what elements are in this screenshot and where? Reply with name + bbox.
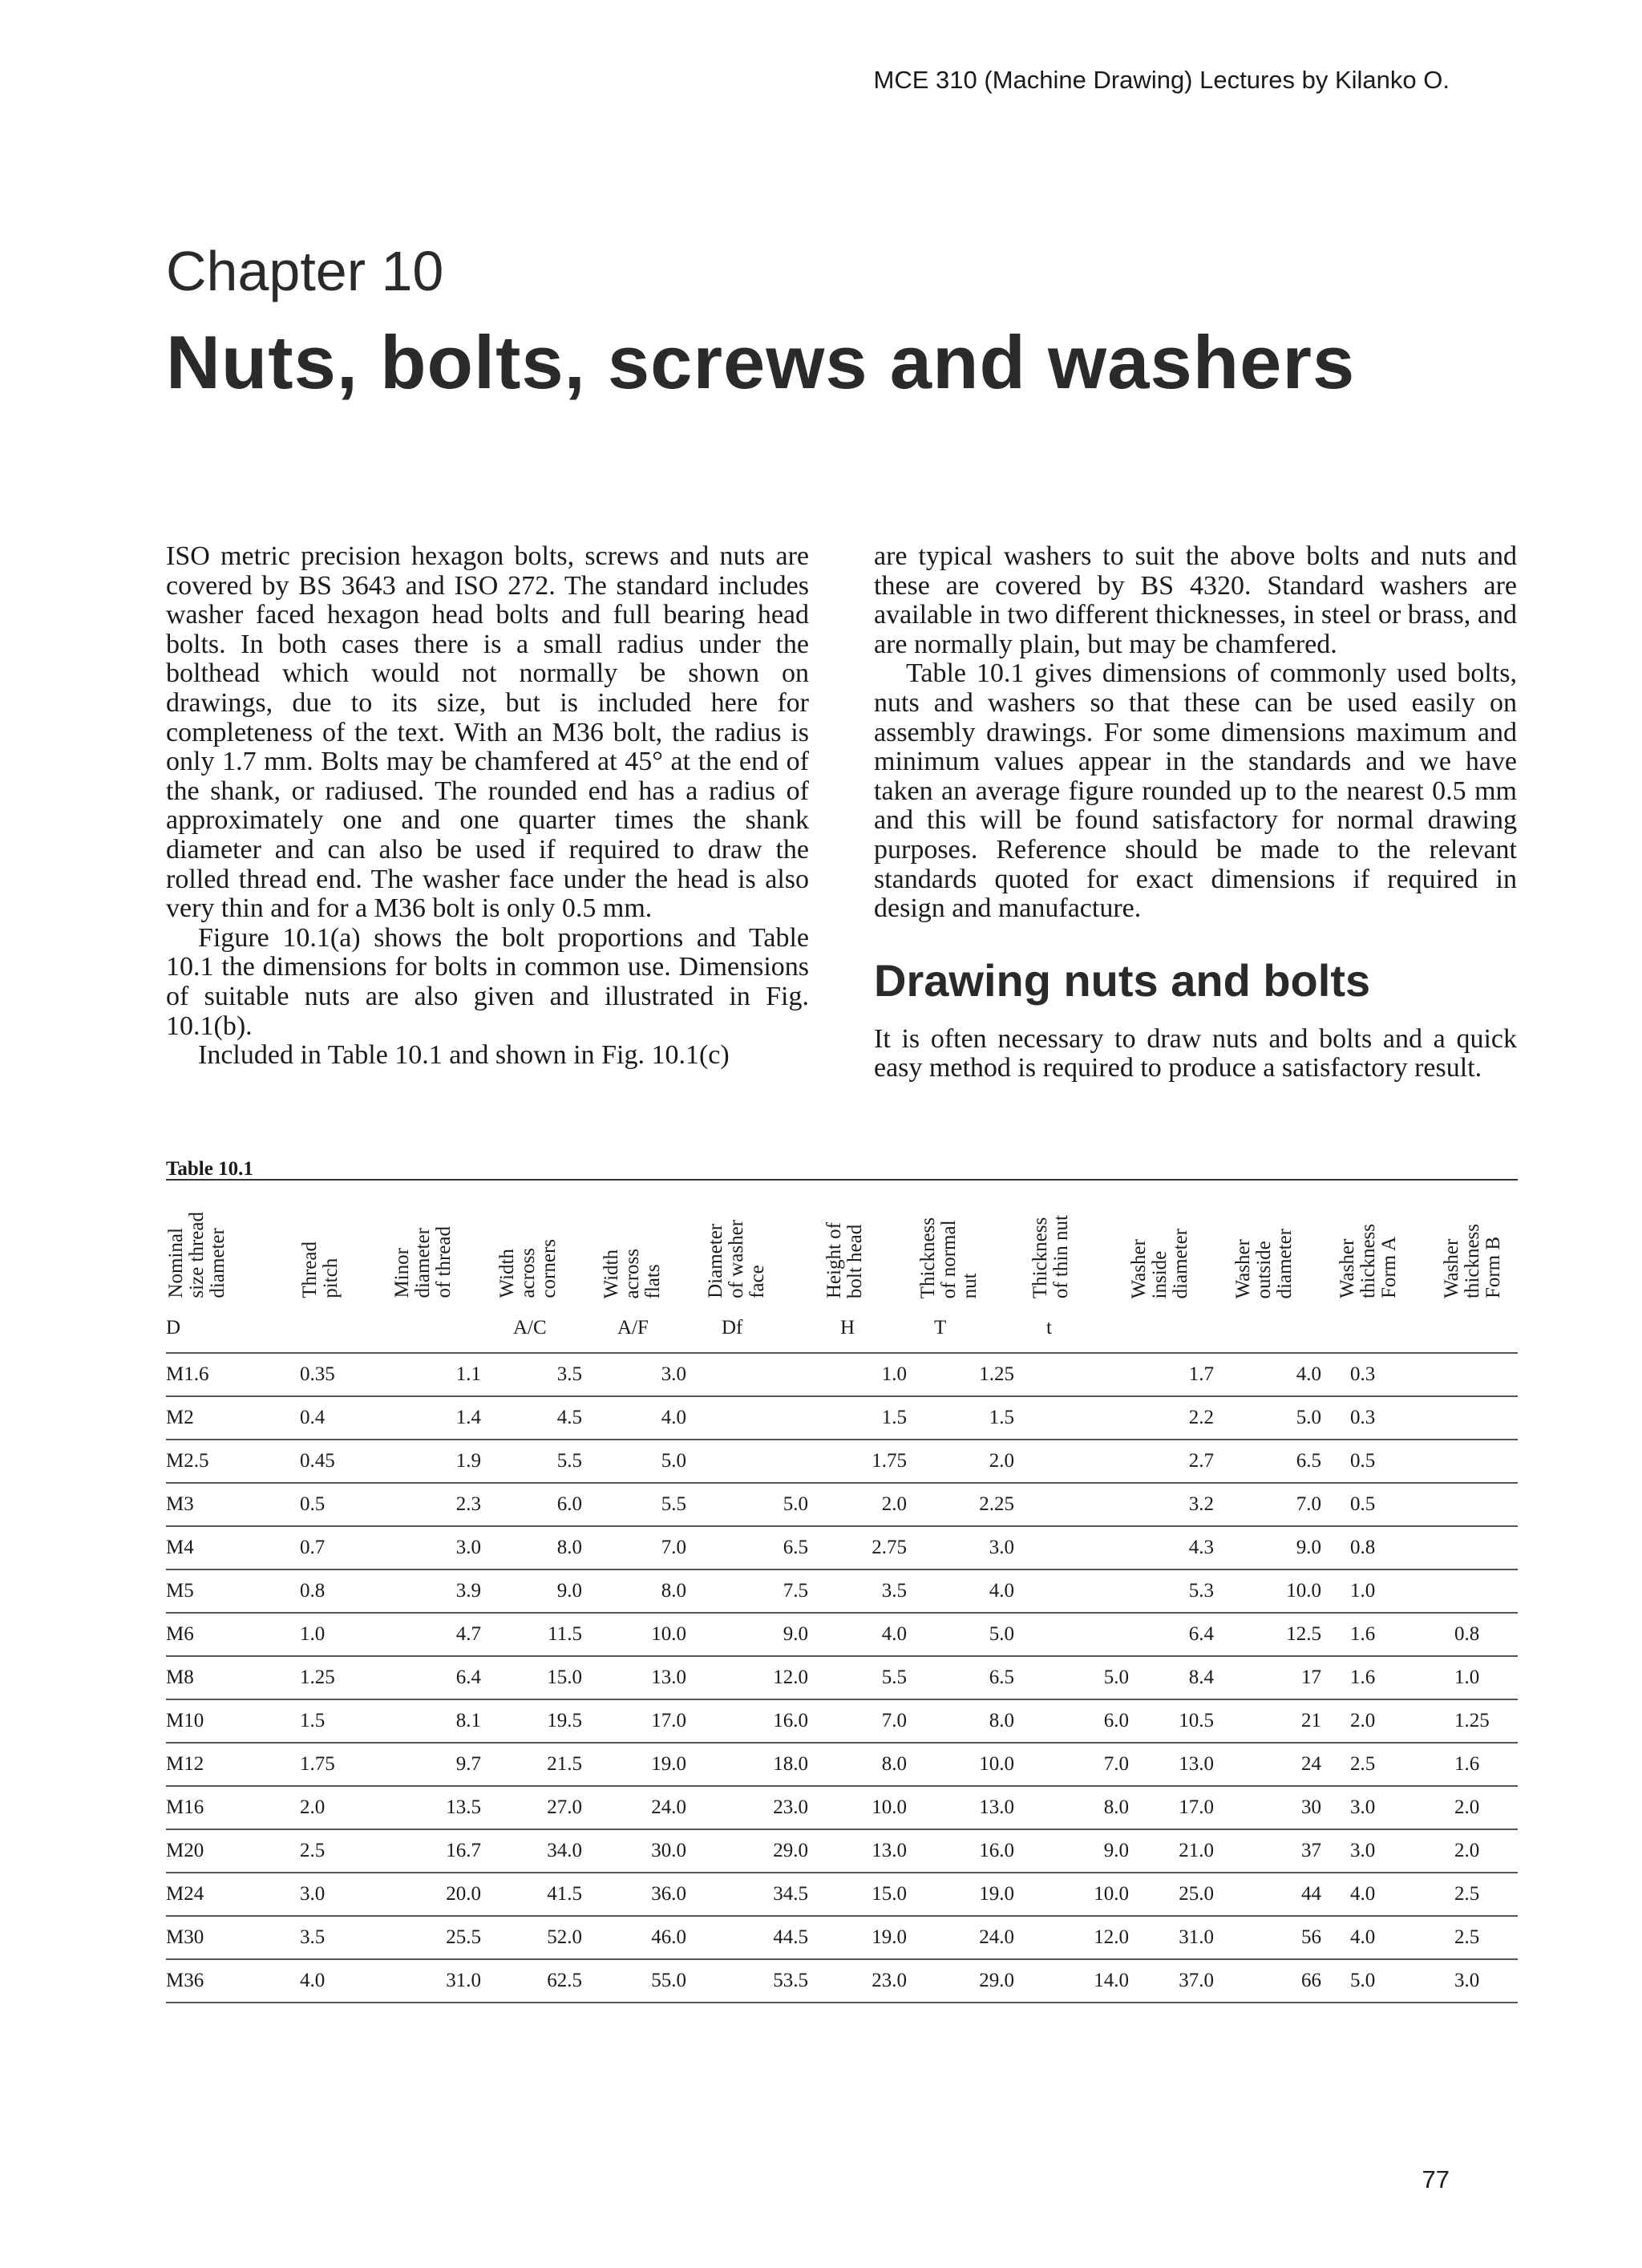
table-cell: 10.0 (601, 1613, 706, 1656)
column-header (300, 1187, 392, 1304)
nominal-size-cell: M24 (166, 1873, 300, 1916)
column-header (824, 1187, 918, 1304)
table-cell: 6.4 (1129, 1613, 1233, 1656)
table-cell: 10.5 (1129, 1699, 1233, 1743)
table-cell: 5.5 (601, 1483, 706, 1526)
table-cell: 13.5 (392, 1786, 497, 1829)
table-cell: 1.0 (1337, 1569, 1442, 1613)
column-header-label: Width across corners (496, 1239, 560, 1298)
table-cell: 3.0 (300, 1873, 392, 1916)
column-header-label: Minor diameter of thread (391, 1226, 455, 1298)
table-cell: 5.0 (706, 1483, 824, 1526)
column-symbol: H (824, 1304, 918, 1353)
table-cell: 8.0 (824, 1743, 918, 1786)
nominal-size-cell: M12 (166, 1743, 300, 1786)
nominal-size-cell: M3 (166, 1483, 300, 1526)
table-cell: 29.0 (918, 1959, 1030, 2003)
column-header (1030, 1187, 1129, 1304)
right-column (874, 542, 1517, 1083)
column-header (166, 1187, 300, 1304)
table-cell: 7.0 (824, 1699, 918, 1743)
table-cell: 2.0 (918, 1440, 1030, 1483)
nominal-size-cell: M30 (166, 1916, 300, 1959)
table-cell: 12.5 (1233, 1613, 1337, 1656)
table-cell: 16.0 (918, 1829, 1030, 1873)
chapter-title: Nuts, bolts, screws and washers (166, 320, 1356, 404)
table-cell: 41.5 (497, 1873, 601, 1916)
table-cell: 1.6 (1337, 1656, 1442, 1699)
caption-rule (166, 1179, 1518, 1181)
table-cell: 52.0 (497, 1916, 601, 1959)
nominal-size-cell: M6 (166, 1613, 300, 1656)
table-symbol-row (166, 1304, 1518, 1353)
table-cell: 20.0 (392, 1873, 497, 1916)
table-row (166, 1786, 1518, 1829)
page-number: 77 (1422, 2165, 1450, 2193)
table-cell: 0.8 (1442, 1613, 1518, 1656)
table-cell: 8.0 (497, 1526, 601, 1569)
table-cell (706, 1440, 824, 1483)
table-cell (1030, 1440, 1129, 1483)
table-cell: 11.5 (497, 1613, 601, 1656)
table-cell: 5.3 (1129, 1569, 1233, 1613)
table-cell: 21.5 (497, 1743, 601, 1786)
paragraph: It is often necessary to draw nuts and bolts and a quick easy method is required to produce a satisfactory result. (874, 1023, 1517, 1083)
table-cell: 7.0 (1233, 1483, 1337, 1526)
table-cell (1030, 1526, 1129, 1569)
table-cell: 17.0 (601, 1699, 706, 1743)
table-cell: 7.0 (1030, 1743, 1129, 1786)
table-cell: 2.5 (1337, 1743, 1442, 1786)
table-row (166, 1743, 1518, 1786)
table-cell: 0.8 (1337, 1526, 1442, 1569)
table-row (166, 1483, 1518, 1526)
table-cell (1030, 1353, 1129, 1396)
table-cell: 2.2 (1129, 1396, 1233, 1440)
table-cell: 29.0 (706, 1829, 824, 1873)
column-symbol: Df (706, 1304, 824, 1353)
table-cell: 66 (1233, 1959, 1337, 2003)
table-cell: 7.5 (706, 1569, 824, 1613)
table-row (166, 1440, 1518, 1483)
table-cell (1030, 1396, 1129, 1440)
table-row (166, 1699, 1518, 1743)
table-cell: 9.0 (1030, 1829, 1129, 1873)
table-cell (1442, 1569, 1518, 1613)
table-cell: 5.0 (918, 1613, 1030, 1656)
table-cell: 5.0 (1030, 1656, 1129, 1699)
table-cell: 3.5 (497, 1353, 601, 1396)
table-cell: 0.5 (300, 1483, 392, 1526)
table-cell: 19.5 (497, 1699, 601, 1743)
column-symbol: t (1030, 1304, 1129, 1353)
nominal-size-cell: M4 (166, 1526, 300, 1569)
table-cell: 10.0 (1030, 1873, 1129, 1916)
column-header-label: Diameter of washer face (705, 1220, 768, 1298)
table-cell: 3.0 (1337, 1786, 1442, 1829)
column-header (1129, 1187, 1233, 1304)
table-cell: 4.0 (300, 1959, 392, 2003)
table-cell: 30 (1233, 1786, 1337, 1829)
table-cell: 12.0 (1030, 1916, 1129, 1959)
table-cell: 31.0 (1129, 1916, 1233, 1959)
table-cell: 30.0 (601, 1829, 706, 1873)
table-cell: 36.0 (601, 1873, 706, 1916)
table-cell: 15.0 (824, 1873, 918, 1916)
table-cell: 23.0 (706, 1786, 824, 1829)
table-cell: 0.5 (1337, 1483, 1442, 1526)
table-cell: 3.0 (392, 1526, 497, 1569)
table-cell: 3.5 (300, 1916, 392, 1959)
table-cell: 10.0 (1233, 1569, 1337, 1613)
column-symbol (300, 1304, 392, 1353)
table-cell: 13.0 (824, 1829, 918, 1873)
table-cell: 7.0 (601, 1526, 706, 1569)
table-cell: 5.5 (497, 1440, 601, 1483)
column-header-label: Washer inside diameter (1128, 1228, 1191, 1298)
running-head: MCE 310 (Machine Drawing) Lectures by Kilanko O. (873, 66, 1450, 94)
paragraph: are typical washers to suit the above bolts and nuts and these are covered by BS 4320. Standard washers are available in two different thicknesses, in steel or brass, and are normally plain, but may be chamfered. (874, 541, 1517, 659)
table-cell: 8.0 (1030, 1786, 1129, 1829)
table-cell: 13.0 (918, 1786, 1030, 1829)
table-cell: 2.75 (824, 1526, 918, 1569)
table-cell: 5.5 (824, 1656, 918, 1699)
table-cell: 3.2 (1129, 1483, 1233, 1526)
table-cell: 1.7 (1129, 1353, 1233, 1396)
table-cell: 3.0 (1442, 1959, 1518, 2003)
table-cell: 1.5 (824, 1396, 918, 1440)
column-symbol (1442, 1304, 1518, 1353)
table-cell: 10.0 (824, 1786, 918, 1829)
table-cell: 13.0 (1129, 1743, 1233, 1786)
table-cell: 1.5 (918, 1396, 1030, 1440)
column-header-label: Washer thickness Form B (1441, 1223, 1504, 1298)
paragraph: ISO metric precision hexagon bolts, screws and nuts are covered by BS 3643 and ISO 272. The standard includes washer faced hexagon head bolts and full bearing head bolts. In both cases there is a small radius under the bolthead which would not normally be shown on drawings, due to its size, but is included here for completeness of the text. With an M36 bolt, the radius is only 1.7 mm. Bolts may be chamfered at 45° at the end of the shank, or radiused. The rounded end has a radius of approximately one and one quarter times the shank diameter and can also be used if required to draw the rolled thread end. The washer face under the head is also very thin and for a M36 bolt is only 0.5 mm. (166, 541, 809, 924)
table-cell: 6.4 (392, 1656, 497, 1699)
table-cell: 2.0 (824, 1483, 918, 1526)
table-cell: 1.6 (1442, 1743, 1518, 1786)
table-cell: 0.3 (1337, 1353, 1442, 1396)
column-symbol (1129, 1304, 1233, 1353)
table-row (166, 1569, 1518, 1613)
table-cell: 2.5 (1442, 1916, 1518, 1959)
table-cell: 6.5 (706, 1526, 824, 1569)
table-cell: 4.0 (918, 1569, 1030, 1613)
table-cell (1030, 1613, 1129, 1656)
table-row (166, 1916, 1518, 1959)
table-cell: 1.0 (300, 1613, 392, 1656)
table-cell: 0.3 (1337, 1396, 1442, 1440)
nominal-size-cell: M10 (166, 1699, 300, 1743)
table-cell: 4.3 (1129, 1526, 1233, 1569)
table-cell: 17 (1233, 1656, 1337, 1699)
table-row (166, 1526, 1518, 1569)
table-cell: 21 (1233, 1699, 1337, 1743)
table-cell: 1.0 (1442, 1656, 1518, 1699)
table-cell: 31.0 (392, 1959, 497, 2003)
paragraph: Included in Table 10.1 and shown in Fig. 10.1(c) (198, 1040, 730, 1071)
table-row (166, 1829, 1518, 1873)
nominal-size-cell: M1.6 (166, 1353, 300, 1396)
table-cell: 6.5 (918, 1656, 1030, 1699)
table-cell: 55.0 (601, 1959, 706, 2003)
table-cell: 2.0 (1442, 1786, 1518, 1829)
table-cell: 62.5 (497, 1959, 601, 2003)
chapter-label: Chapter 10 (166, 240, 444, 302)
table-cell: 46.0 (601, 1916, 706, 1959)
table-cell: 15.0 (497, 1656, 601, 1699)
table-cell: 8.0 (601, 1569, 706, 1613)
table-cell: 14.0 (1030, 1959, 1129, 2003)
column-header-label: Width across flats (601, 1248, 664, 1298)
table-cell: 25.5 (392, 1916, 497, 1959)
nominal-size-cell: M20 (166, 1829, 300, 1873)
table-cell (1442, 1440, 1518, 1483)
column-symbol (1233, 1304, 1337, 1353)
table-cell: 24 (1233, 1743, 1337, 1786)
table-cell: 5.0 (1337, 1959, 1442, 2003)
table-row (166, 1613, 1518, 1656)
column-header (392, 1187, 497, 1304)
table-cell: 1.9 (392, 1440, 497, 1483)
table-cell: 2.5 (300, 1829, 392, 1873)
nominal-size-cell: M36 (166, 1959, 300, 2003)
table-cell: 10.0 (918, 1743, 1030, 1786)
table-cell: 0.35 (300, 1353, 392, 1396)
table-cell: 8.1 (392, 1699, 497, 1743)
table-cell: 19.0 (918, 1873, 1030, 1916)
table-cell: 5.0 (601, 1440, 706, 1483)
table-cell: 4.7 (392, 1613, 497, 1656)
table-cell: 17.0 (1129, 1786, 1233, 1829)
table-caption: Table 10.1 (166, 1158, 253, 1180)
table-cell: 19.0 (824, 1916, 918, 1959)
column-symbol: D (166, 1304, 300, 1353)
column-header-label: Washer thickness Form A (1337, 1223, 1400, 1298)
table-cell: 3.5 (824, 1569, 918, 1613)
column-symbol: A/C (497, 1304, 601, 1353)
left-column (166, 542, 809, 1071)
table-row (166, 1959, 1518, 2003)
table-cell (1442, 1396, 1518, 1440)
column-header (1337, 1187, 1442, 1304)
table-cell: 24.0 (601, 1786, 706, 1829)
table-cell: 56 (1233, 1916, 1337, 1959)
table-cell: 37.0 (1129, 1959, 1233, 2003)
table-cell (1442, 1483, 1518, 1526)
table-cell: 2.5 (1442, 1873, 1518, 1916)
nominal-size-cell: M5 (166, 1569, 300, 1613)
column-header (497, 1187, 601, 1304)
table-cell: 1.1 (392, 1353, 497, 1396)
table-cell: 16.7 (392, 1829, 497, 1873)
table-cell: 4.0 (601, 1396, 706, 1440)
table-cell: 44.5 (706, 1916, 824, 1959)
table-cell: 2.0 (1337, 1699, 1442, 1743)
nominal-size-cell: M16 (166, 1786, 300, 1829)
table-row (166, 1353, 1518, 1396)
table-cell: 19.0 (601, 1743, 706, 1786)
table-cell (1442, 1526, 1518, 1569)
table-cell: 0.45 (300, 1440, 392, 1483)
table-cell: 1.4 (392, 1396, 497, 1440)
table-cell: 12.0 (706, 1656, 824, 1699)
table-cell: 53.5 (706, 1959, 824, 2003)
table-cell: 25.0 (1129, 1873, 1233, 1916)
column-header (1233, 1187, 1337, 1304)
table-cell: 2.3 (392, 1483, 497, 1526)
table-cell: 2.0 (1442, 1829, 1518, 1873)
table-cell: 4.0 (1233, 1353, 1337, 1396)
table-cell: 5.0 (1233, 1396, 1337, 1440)
table-cell: 8.4 (1129, 1656, 1233, 1699)
table-cell: 18.0 (706, 1743, 824, 1786)
table-cell: 27.0 (497, 1786, 601, 1829)
table-cell: 24.0 (918, 1916, 1030, 1959)
column-header (706, 1187, 824, 1304)
table-body (166, 1353, 1518, 2003)
table-cell: 3.0 (918, 1526, 1030, 1569)
table-cell: 3.0 (601, 1353, 706, 1396)
table-cell: 0.5 (1337, 1440, 1442, 1483)
table-cell: 4.0 (824, 1613, 918, 1656)
table-row (166, 1873, 1518, 1916)
section-heading: Drawing nuts and bolts (874, 954, 1371, 1006)
table-cell: 6.0 (497, 1483, 601, 1526)
column-header (1442, 1187, 1518, 1304)
table-cell: 23.0 (824, 1959, 918, 2003)
table-cell: 9.0 (706, 1613, 824, 1656)
column-header-label: Thread pitch (299, 1241, 342, 1298)
table-cell: 13.0 (601, 1656, 706, 1699)
table-cell: 34.5 (706, 1873, 824, 1916)
table-cell: 1.5 (300, 1699, 392, 1743)
table-cell: 1.25 (918, 1353, 1030, 1396)
table-cell: 16.0 (706, 1699, 824, 1743)
dimensions-table (166, 1187, 1518, 2003)
column-symbol: A/F (601, 1304, 706, 1353)
table-cell (1030, 1569, 1129, 1613)
nominal-size-cell: M2 (166, 1396, 300, 1440)
table-cell: 37 (1233, 1829, 1337, 1873)
column-header-label: Thickness of normal nut (917, 1217, 981, 1298)
table-cell: 9.7 (392, 1743, 497, 1786)
table-cell: 34.0 (497, 1829, 601, 1873)
table-cell: 0.7 (300, 1526, 392, 1569)
column-header-label: Nominal size thread diameter (165, 1212, 229, 1298)
table-cell: 8.0 (918, 1699, 1030, 1743)
table-cell: 4.0 (1337, 1916, 1442, 1959)
table-cell: 0.8 (300, 1569, 392, 1613)
table-cell: 9.0 (1233, 1526, 1337, 1569)
table-cell: 1.75 (824, 1440, 918, 1483)
table-cell: 1.6 (1337, 1613, 1442, 1656)
nominal-size-cell: M8 (166, 1656, 300, 1699)
table-cell: 4.0 (1337, 1873, 1442, 1916)
table-cell (706, 1353, 824, 1396)
column-symbol (1337, 1304, 1442, 1353)
column-header-label: Height of bolt head (823, 1221, 866, 1298)
column-header (918, 1187, 1030, 1304)
table-cell: 4.5 (497, 1396, 601, 1440)
table-cell: 21.0 (1129, 1829, 1233, 1873)
table-cell: 1.25 (1442, 1699, 1518, 1743)
table-cell: 2.7 (1129, 1440, 1233, 1483)
table-row (166, 1656, 1518, 1699)
table-cell (1030, 1483, 1129, 1526)
table-cell: 2.0 (300, 1786, 392, 1829)
column-header-label: Thickness of thin nut (1029, 1214, 1072, 1298)
column-symbol: T (918, 1304, 1030, 1353)
paragraph: Figure 10.1(a) shows the bolt proportions and Table 10.1 the dimensions for bolts in common use. Dimensions of suitable nuts are also given and illustrated in Fig. 10.1(b). (166, 922, 809, 1041)
table-cell: 3.0 (1337, 1829, 1442, 1873)
table-cell: 6.0 (1030, 1699, 1129, 1743)
column-header-label: Washer outside diameter (1232, 1228, 1296, 1298)
paragraph: Table 10.1 gives dimensions of commonly used bolts, nuts and washers so that these can be used easily on assembly drawings. For some dimensions maximum and minimum values appear in the standards and we have taken an average figure rounded up to the nearest 0.5 mm and this will be found satisfactory for normal drawing purposes. Reference should be made to the relevant standards quoted for exact dimensions if required in design and manufacture. (874, 658, 1517, 924)
column-header (601, 1187, 706, 1304)
table-cell: 1.0 (824, 1353, 918, 1396)
table-cell (1442, 1353, 1518, 1396)
table-row (166, 1396, 1518, 1440)
table-cell: 1.25 (300, 1656, 392, 1699)
table-cell: 1.75 (300, 1743, 392, 1786)
table-cell: 2.25 (918, 1483, 1030, 1526)
nominal-size-cell: M2.5 (166, 1440, 300, 1483)
table-header-row (166, 1187, 1518, 1304)
table-cell: 9.0 (497, 1569, 601, 1613)
table-cell (706, 1396, 824, 1440)
column-symbol (392, 1304, 497, 1353)
table-cell: 0.4 (300, 1396, 392, 1440)
table-cell: 44 (1233, 1873, 1337, 1916)
table-cell: 3.9 (392, 1569, 497, 1613)
table-cell: 6.5 (1233, 1440, 1337, 1483)
